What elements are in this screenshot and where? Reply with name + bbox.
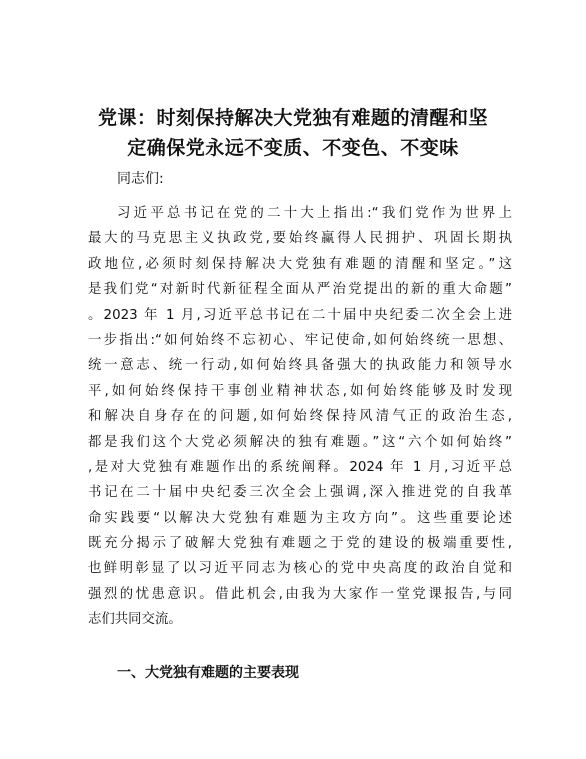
- paragraph-line: 。2023 年 1 月,习近平总书记在二十届中央纪委二次全会上进: [88, 307, 512, 323]
- paragraph-line: 既充分揭示了破解大党独有难题之于党的建设的极端重要性,: [88, 536, 512, 552]
- salutation: 同志们:: [117, 171, 164, 187]
- document-title-line-2: 定确保党永远不变质、不变色、不变味: [127, 137, 459, 159]
- paragraph-line: 也鲜明彰显了以习近平同志为核心的党中央高度的政治自觉和: [88, 561, 512, 577]
- paragraph-line: 命实践要“以解决大党独有难题为主攻方向”。这些重要论述: [88, 510, 512, 526]
- paragraph-line: 平,如何始终保持干事创业精神状态,如何始终能够及时发现: [88, 383, 512, 399]
- paragraph-line: 最大的马克思主义执政党,要始终赢得人民拥护、巩固长期执: [88, 231, 512, 247]
- paragraph-line: 一步指出:“如何始终不忘初心、牢记使命,如何始终统一思想、: [88, 332, 512, 348]
- paragraph-line: 是我们党“对新时代新征程全面从严治党提出的新的重大命题”: [88, 282, 512, 298]
- paragraph-line: 习近平总书记在党的二十大上指出:“我们党作为世界上: [117, 206, 512, 221]
- paragraph-line: 和解决自身存在的问题,如何始终保持风清气正的政治生态,: [88, 409, 512, 425]
- paragraph-line: 书记在二十届中央纪委三次全会上强调,深入推进党的自我革: [88, 485, 512, 501]
- paragraph-line: ,是对大党独有难题作出的系统阐释。2024 年 1 月,习近平总: [88, 459, 512, 475]
- body-paragraph: [88, 201, 512, 633]
- paragraph-line: 都是我们这个大党必须解决的独有难题。”这“六个如何始终”: [88, 434, 512, 450]
- paragraph-line: 强烈的忧患意识。借此机会,由我为大家作一堂党课报告,与同: [88, 586, 512, 602]
- paragraph-line: 志们共同交流。: [88, 612, 182, 628]
- section-heading: 一、大党独有难题的主要表现: [117, 665, 299, 681]
- paragraph-line: 政地位,必须时刻保持解决大党独有难题的清醒和坚定。”这: [88, 256, 512, 272]
- document-title-line-1: 党课：时刻保持解决大党独有难题的清醒和坚: [97, 107, 488, 129]
- paragraph-line: 统一意志、统一行动,如何始终具备强大的执政能力和领导水: [88, 358, 512, 374]
